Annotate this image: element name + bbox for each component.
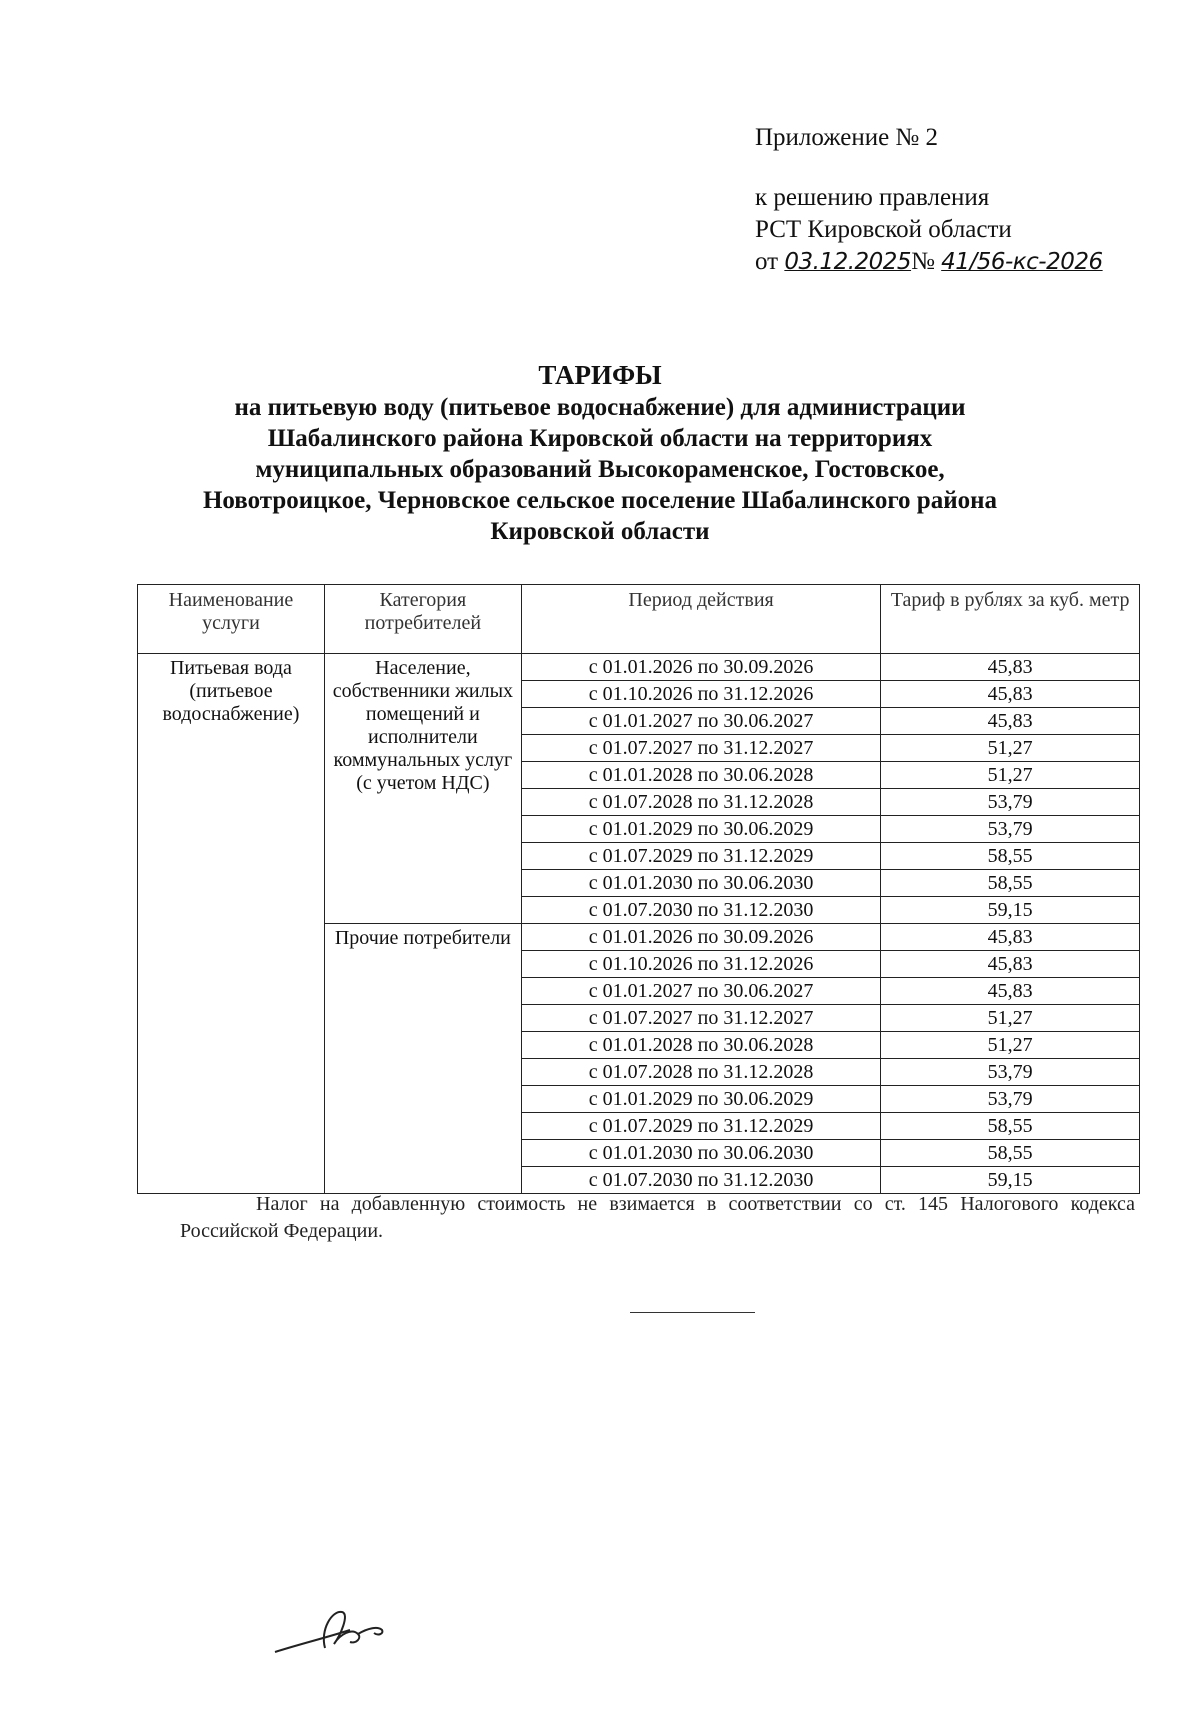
header-category: Категория потребителей [324,585,521,654]
handwritten-date: 03.12.2025 [784,249,912,275]
vat-note: Налог на добавленную стоимость не взимается в соответствии со ст. 145 Налогового кодекса Российской Федерации. [180,1193,1135,1242]
appendix-date-line [755,246,1103,278]
table-row [138,654,1140,681]
signature-icon [270,1600,410,1660]
tariff-cell: 53,79 [881,1059,1140,1086]
title-line4: Новотроицкое, Черновское сельское поселение Шабалинского района [202,487,998,514]
table-body [138,654,1140,1194]
tariff-cell: 51,27 [881,762,1140,789]
tariff-cell: 45,83 [881,978,1140,1005]
period-cell: с 01.01.2027 по 30.06.2027 [521,978,881,1005]
number-sign: № [911,248,935,275]
period-cell: с 01.07.2028 по 31.12.2028 [521,1059,881,1086]
tariff-cell: 45,83 [881,951,1140,978]
period-cell: с 01.07.2029 по 31.12.2029 [521,1113,881,1140]
tariff-cell: 45,83 [881,708,1140,735]
date-prefix: от [755,248,779,275]
appendix-block [755,122,1103,278]
tariff-cell: 53,79 [881,789,1140,816]
period-cell: с 01.10.2026 по 31.12.2026 [521,951,881,978]
tariff-cell: 51,27 [881,735,1140,762]
title-line2: Шабалинского района Кировской области на территориях [267,425,933,452]
period-cell: с 01.01.2028 по 30.06.2028 [521,1032,881,1059]
period-cell: с 01.10.2026 по 31.12.2026 [521,681,881,708]
tariff-cell: 51,27 [881,1032,1140,1059]
tariff-table [137,584,1140,1194]
tariff-cell: 59,15 [881,897,1140,924]
period-cell: с 01.01.2026 по 30.09.2026 [521,924,881,951]
tariff-cell: 58,55 [881,1113,1140,1140]
period-cell: с 01.01.2030 по 30.06.2030 [521,1140,881,1167]
category-cell-other: Прочие потребители [324,924,521,1194]
table-header-row [138,585,1140,654]
title-line5: Кировской области [490,518,710,545]
document-title [160,358,1040,547]
period-cell: с 01.01.2029 по 30.06.2029 [521,816,881,843]
title-line3: муниципальных образований Высокораменское, Гостовское, [255,456,945,483]
period-cell: с 01.01.2028 по 30.06.2028 [521,762,881,789]
title-heading: ТАРИФЫ [538,360,662,390]
period-cell: с 01.07.2029 по 31.12.2029 [521,843,881,870]
period-cell: с 01.01.2030 по 30.06.2030 [521,870,881,897]
tariff-cell: 58,55 [881,1140,1140,1167]
period-cell: с 01.07.2030 по 31.12.2030 [521,897,881,924]
tariff-cell: 53,79 [881,1086,1140,1113]
period-cell: с 01.01.2029 по 30.06.2029 [521,1086,881,1113]
appendix-title: Приложение № 2 [755,124,939,151]
header-service: Наименование услуги [138,585,325,654]
period-cell: с 01.07.2027 по 31.12.2027 [521,1005,881,1032]
tariff-cell: 53,79 [881,816,1140,843]
tariff-cell: 58,55 [881,870,1140,897]
title-line1: на питьевую воду (питьевое водоснабжение) для администрации [234,394,966,421]
period-cell: с 01.07.2030 по 31.12.2030 [521,1167,881,1194]
divider-line [630,1312,755,1313]
tariff-cell: 45,83 [881,681,1140,708]
tariff-cell: 59,15 [881,1167,1140,1194]
tariff-cell: 58,55 [881,843,1140,870]
category-cell-population: Население, собственники жилых помещений и исполнители коммунальных услуг (с учетом НДС) [324,654,521,924]
header-tariff: Тариф в рублях за куб. метр [881,585,1140,654]
appendix-line1: к решению правления [755,184,990,211]
tariff-cell: 45,83 [881,924,1140,951]
header-period: Период действия [521,585,881,654]
tariff-cell: 45,83 [881,654,1140,681]
period-cell: с 01.07.2027 по 31.12.2027 [521,735,881,762]
tariff-cell: 51,27 [881,1005,1140,1032]
period-cell: с 01.01.2026 по 30.09.2026 [521,654,881,681]
appendix-line2: РСТ Кировской области [755,216,1012,243]
handwritten-number: 41/56-кс-2026 [941,249,1103,275]
period-cell: с 01.07.2028 по 31.12.2028 [521,789,881,816]
service-cell: Питьевая вода (питьевое водоснабжение) [138,654,325,1194]
period-cell: с 01.01.2027 по 30.06.2027 [521,708,881,735]
